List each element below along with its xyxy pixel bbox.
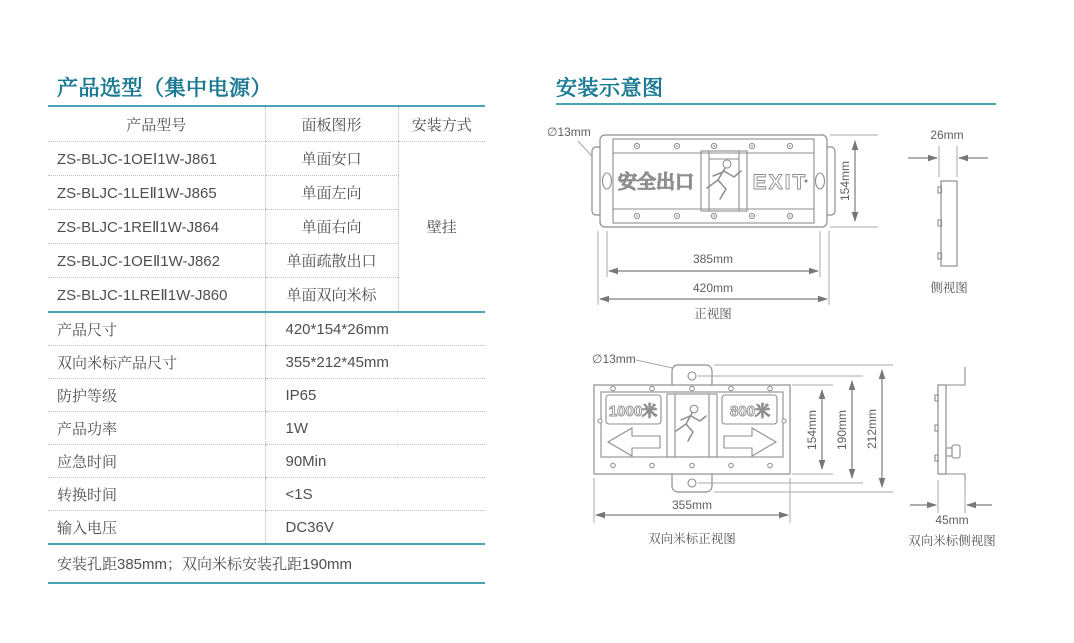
dimension-420mm — [598, 231, 829, 305]
exit-en-text: EXIT — [752, 171, 808, 194]
cable-gland — [946, 448, 952, 456]
spec-label: 输入电压 — [48, 511, 265, 545]
spec-label: 产品功率 — [48, 412, 265, 445]
sign-outer-frame — [594, 385, 790, 474]
spec-label: 双向米标产品尺寸 — [48, 346, 265, 379]
product-selection-title: 产品选型（集中电源） — [57, 77, 272, 100]
spec-row — [48, 511, 485, 545]
spec-value: 355*212*45mm — [265, 346, 485, 379]
installation-diagram-title: 安装示意图 — [556, 77, 664, 100]
dim-label-26mm: 26mm — [930, 128, 964, 142]
mounting-hole-note: 安装孔距385mm；双向米标安装孔距190mm — [57, 556, 353, 573]
dim-label-190mm: 190mm — [835, 409, 849, 451]
col-header-panel: 面板图形 — [265, 106, 398, 142]
meter-1000-text: 1000米 — [608, 403, 658, 420]
dim-label-154mm: 154mm — [838, 160, 852, 202]
mount-method-cell: 壁挂 — [398, 142, 485, 313]
spec-label: 产品尺寸 — [48, 312, 265, 346]
panel-type: 单面疏散出口 — [265, 244, 398, 278]
bi-side-view-caption: 双向米标侧视图 — [908, 534, 996, 548]
col-header-mount: 安装方式 — [398, 106, 485, 142]
side-view — [908, 128, 988, 295]
dimension-385mm — [607, 231, 820, 277]
table-footer-row — [48, 544, 485, 583]
safe-exit-cn-text: 安全出口 — [617, 172, 695, 193]
dimension-154mm — [830, 135, 878, 227]
spec-row — [48, 445, 485, 478]
spec-row — [48, 346, 485, 379]
spec-value: 90Min — [265, 445, 485, 478]
dim-label-45mm: 45mm — [935, 513, 969, 527]
spec-row — [48, 412, 485, 445]
dimension-154mm — [792, 385, 833, 474]
side-view-caption: 侧视图 — [930, 281, 968, 295]
dim-label-355mm: 355mm — [671, 498, 713, 512]
table-row — [48, 142, 485, 176]
side-profile — [938, 385, 946, 474]
exit-sign-front-diagram — [540, 115, 1010, 327]
model-number: ZS-BLJC-1LREⅡ1W-J860 — [48, 278, 265, 313]
meter-800-text: 800米 — [729, 403, 771, 420]
spec-value: 1W — [265, 412, 485, 445]
model-number: ZS-BLJC-1LEⅡ1W-J865 — [48, 176, 265, 210]
spec-value: 420*154*26mm — [265, 312, 485, 346]
spec-label: 转换时间 — [48, 478, 265, 511]
dim-label-420mm: 420mm — [692, 281, 734, 295]
model-number: ZS-BLJC-1REⅡ1W-J864 — [48, 210, 265, 244]
bi-side-view — [908, 367, 996, 548]
spec-row — [48, 379, 485, 412]
panel-type: 单面安口 — [265, 142, 398, 176]
spec-value: <1S — [265, 478, 485, 511]
panel-type: 单面双向米标 — [265, 278, 398, 313]
spec-value: DC36V — [265, 511, 485, 545]
panel-type: 单面右向 — [265, 210, 398, 244]
model-number: ZS-BLJC-1OEⅡ1W-J862 — [48, 244, 265, 278]
bidirectional-sign-diagram — [540, 338, 1010, 553]
col-header-model: 产品型号 — [48, 106, 265, 142]
dim-label-385mm: 385mm — [692, 252, 734, 266]
dim-label-212mm: 212mm — [865, 408, 879, 450]
spec-row — [48, 478, 485, 511]
panel-type: 单面左向 — [265, 176, 398, 210]
hole-diameter-label: ∅13mm — [592, 352, 636, 366]
dim-label-154mm: 154mm — [805, 409, 819, 451]
side-profile — [941, 181, 957, 266]
title-underline — [556, 103, 996, 105]
table-header-row — [48, 106, 485, 142]
exit-sign-body — [592, 135, 835, 227]
bidirectional-sign-body — [594, 365, 790, 492]
spec-label: 应急时间 — [48, 445, 265, 478]
product-spec-table — [48, 105, 485, 584]
front-view-caption: 正视图 — [694, 307, 732, 321]
hole-diameter-label: ∅13mm — [547, 125, 591, 139]
bi-front-view-caption: 双向米标正视图 — [648, 532, 736, 546]
spec-label: 防护等级 — [48, 379, 265, 412]
model-number: ZS-BLJC-1OEⅠ1W-J861 — [48, 142, 265, 176]
spec-row — [48, 312, 485, 346]
spec-value: IP65 — [265, 379, 485, 412]
